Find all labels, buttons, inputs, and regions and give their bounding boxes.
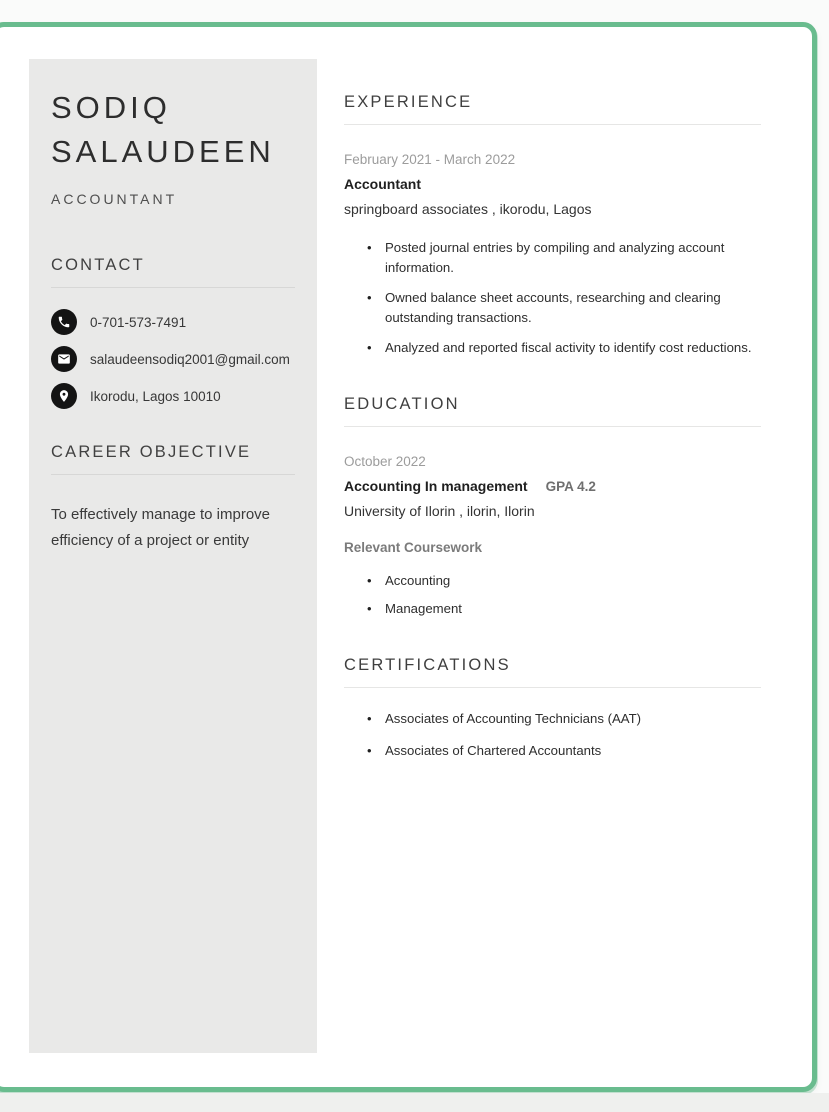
contact-list <box>51 309 295 409</box>
education-gpa: GPA 4.2 <box>545 478 596 494</box>
experience-section <box>344 93 761 358</box>
contact-section <box>51 256 295 409</box>
contact-heading: CONTACT <box>51 256 145 274</box>
education-degree: Accounting In management <box>344 477 528 494</box>
certifications-section <box>344 656 761 761</box>
career-objective-text: To effectively manage to improve efficiency of a project or entity <box>51 506 271 549</box>
phone-icon <box>51 309 77 335</box>
education-degree-row <box>344 478 761 494</box>
education-school-location: University of Ilorin , ilorin, Ilorin <box>344 502 535 519</box>
certification-item: • Associates of Chartered Accountants <box>367 741 761 761</box>
certifications-list <box>344 709 761 761</box>
experience-job-title: Accountant <box>344 176 421 192</box>
experience-heading: EXPERIENCE <box>344 93 473 111</box>
candidate-name-line1: SODIQ <box>51 90 171 125</box>
career-objective-heading: CAREER OBJECTIVE <box>51 443 252 461</box>
section-divider <box>344 687 761 688</box>
location-icon <box>51 383 77 409</box>
experience-company-location: springboard associates , ikorodu, Lagos <box>344 201 592 217</box>
resume-sidebar <box>29 59 317 1053</box>
coursework-label: Relevant Coursework <box>344 539 483 555</box>
certifications-heading: CERTIFICATIONS <box>344 655 511 674</box>
section-divider <box>344 124 761 125</box>
education-date: October 2022 <box>344 453 426 469</box>
experience-date-range: February 2021 - March 2022 <box>344 152 516 167</box>
page-background-strip <box>0 1093 829 1112</box>
education-section <box>344 395 761 619</box>
contact-row-phone <box>51 309 295 335</box>
candidate-name-line2: SALAUDEEN <box>51 134 275 169</box>
experience-bullet: • Analyzed and reported fiscal activity to identify cost reductions. <box>367 338 761 358</box>
coursework-item: • Management <box>367 599 761 619</box>
contact-location-value: Ikorodu, Lagos 10010 <box>90 388 221 404</box>
experience-bullet: • Owned balance sheet accounts, researching and clearing outstanding transactions. <box>367 288 761 327</box>
email-icon <box>51 346 77 372</box>
education-entry <box>344 454 761 619</box>
experience-bullet: • Posted journal entries by compiling and analyzing account information. <box>367 238 761 277</box>
contact-phone-value: 0-701-573-7491 <box>90 314 187 330</box>
contact-email-value: salaudeensodiq2001@gmail.com <box>90 351 290 367</box>
resume-page-card <box>0 22 817 1092</box>
candidate-name <box>51 86 295 174</box>
certification-item: • Associates of Accounting Technicians (AAT) <box>367 709 761 729</box>
education-heading: EDUCATION <box>344 394 460 413</box>
resume-main-column <box>344 93 761 798</box>
experience-bullet-list <box>344 238 761 358</box>
section-divider <box>51 287 295 288</box>
section-divider <box>51 474 295 475</box>
contact-row-location <box>51 383 295 409</box>
experience-entry <box>344 152 761 358</box>
coursework-item: • Accounting <box>367 571 761 591</box>
career-objective-section <box>51 443 295 554</box>
coursework-list <box>344 571 761 619</box>
contact-row-email <box>51 346 295 372</box>
candidate-job-title: ACCOUNTANT <box>51 191 178 207</box>
section-divider <box>344 426 761 427</box>
